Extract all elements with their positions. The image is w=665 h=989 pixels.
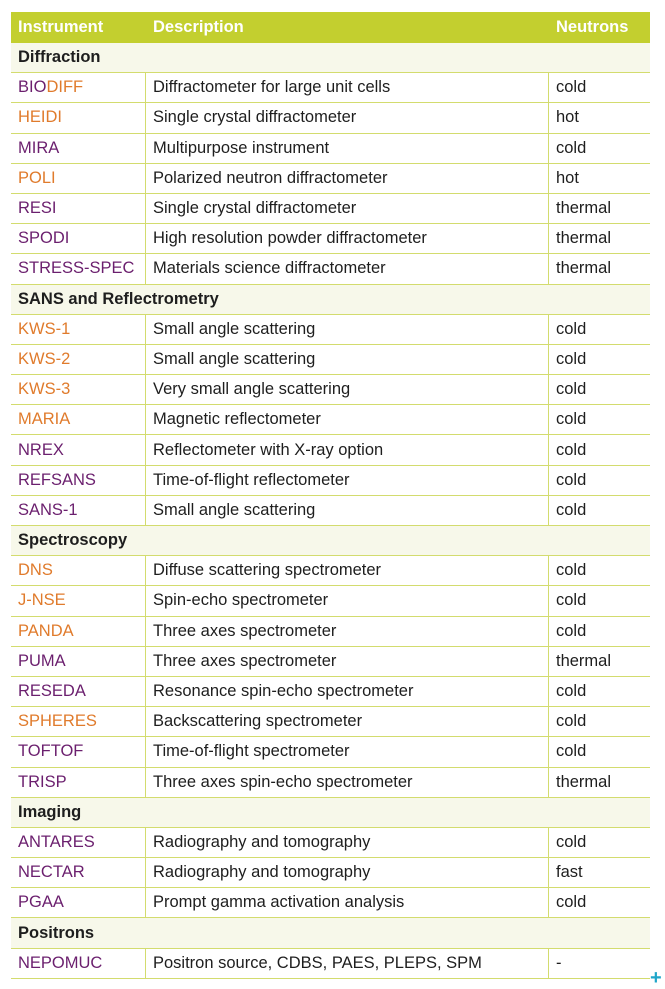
instrument-name-part: NECTAR xyxy=(18,863,85,882)
neutron-type: cold xyxy=(556,349,587,368)
header-instrument: Instrument xyxy=(18,18,104,36)
instrument-name-part: PGAA xyxy=(18,893,64,912)
instrument-name-part: SPODI xyxy=(18,229,70,248)
instrument-description: Radiography and tomography xyxy=(146,858,549,887)
instrument-name xyxy=(11,73,146,102)
table-row xyxy=(11,586,650,616)
instrument-description: Prompt gamma activation analysis xyxy=(146,888,549,917)
section-header: Spectroscopy xyxy=(11,526,650,556)
instrument-table xyxy=(11,12,650,979)
instrument-description: Positron source, CDBS, PAES, PLEPS, SPM xyxy=(146,949,549,978)
table-body xyxy=(11,43,650,979)
neutron-type: cold xyxy=(556,561,587,580)
instrument-name xyxy=(11,737,146,766)
instrument-description: Three axes spectrometer xyxy=(146,617,549,646)
table-row xyxy=(11,405,650,435)
table-row xyxy=(11,707,650,737)
instrument-name xyxy=(11,858,146,887)
instrument-name-part: J-NSE xyxy=(18,591,66,610)
instrument-name-part: DNS xyxy=(18,561,53,580)
instrument-name xyxy=(11,586,146,615)
instrument-description: Time-of-flight spectrometer xyxy=(146,737,549,766)
instrument-name-part: POLI xyxy=(18,168,56,187)
instrument-description: Small angle scattering xyxy=(146,315,549,344)
instrument-description: High resolution powder diffractometer xyxy=(146,224,549,253)
instrument-name-part: MARIA xyxy=(18,410,71,429)
neutron-type: thermal xyxy=(556,651,612,670)
instrument-description: Diffuse scattering spectrometer xyxy=(146,556,549,585)
neutron-type: cold xyxy=(556,832,587,851)
neutron-type: cold xyxy=(556,500,587,519)
table-row xyxy=(11,496,650,526)
instrument-description: Very small angle scattering xyxy=(146,375,549,404)
neutron-type: cold xyxy=(556,380,587,399)
table-row xyxy=(11,254,650,284)
neutron-type: cold xyxy=(556,410,587,429)
instrument-name xyxy=(11,496,146,525)
instrument-name xyxy=(11,405,146,434)
neutron-type: cold xyxy=(556,78,587,97)
table-row xyxy=(11,134,650,164)
table-row xyxy=(11,949,650,979)
instrument-name xyxy=(11,647,146,676)
neutron-type: thermal xyxy=(556,772,612,791)
table-row xyxy=(11,103,650,133)
table-row xyxy=(11,315,650,345)
neutron-type: thermal xyxy=(556,229,612,248)
table-row xyxy=(11,73,650,103)
instrument-name xyxy=(11,707,146,736)
instrument-description: Magnetic reflectometer xyxy=(146,405,549,434)
neutron-type: cold xyxy=(556,742,587,761)
instrument-name xyxy=(11,888,146,917)
table-row xyxy=(11,556,650,586)
instrument-name-part: MIRA xyxy=(18,138,60,157)
table-row xyxy=(11,677,650,707)
neutron-type: hot xyxy=(556,108,579,127)
table-row xyxy=(11,647,650,677)
instrument-description: Time-of-flight reflectometer xyxy=(146,466,549,495)
neutron-type: cold xyxy=(556,621,587,640)
instrument-description: Radiography and tomography xyxy=(146,828,549,857)
instrument-name-part: BIO xyxy=(18,78,47,97)
neutron-type: fast xyxy=(556,863,583,882)
instrument-name xyxy=(11,556,146,585)
table-row xyxy=(11,194,650,224)
instrument-name xyxy=(11,224,146,253)
instrument-name xyxy=(11,435,146,464)
instrument-description: Diffractometer for large unit cells xyxy=(146,73,549,102)
table-row xyxy=(11,828,650,858)
instrument-name-part: REFSANS xyxy=(18,470,96,489)
instrument-name-part: SANS-1 xyxy=(18,500,78,519)
instrument-name xyxy=(11,375,146,404)
instrument-name-part: KWS-1 xyxy=(18,319,71,338)
instrument-description: Resonance spin-echo spectrometer xyxy=(146,677,549,706)
table-row xyxy=(11,375,650,405)
table-header xyxy=(11,12,650,43)
instrument-name xyxy=(11,466,146,495)
instrument-name-part: TRISP xyxy=(18,772,67,791)
neutron-type: thermal xyxy=(556,199,612,218)
instrument-name-part: PUMA xyxy=(18,651,66,670)
plus-icon: + xyxy=(650,967,662,989)
instrument-name-part: ANTARES xyxy=(18,832,95,851)
section-header: Imaging xyxy=(11,798,650,828)
instrument-description: Small angle scattering xyxy=(146,345,549,374)
instrument-name-part: TOFTOF xyxy=(18,742,84,761)
instrument-description: Reflectometer with X-ray option xyxy=(146,435,549,464)
instrument-description: Three axes spin-echo spectrometer xyxy=(146,768,549,797)
instrument-name xyxy=(11,677,146,706)
table-row xyxy=(11,164,650,194)
instrument-name-part: NEPOMUC xyxy=(18,953,103,972)
table-row xyxy=(11,737,650,767)
table-row xyxy=(11,858,650,888)
section-header: Positrons xyxy=(11,918,650,948)
table-row xyxy=(11,888,650,918)
instrument-description: Single crystal diffractometer xyxy=(146,194,549,223)
table-row xyxy=(11,768,650,798)
header-description: Description xyxy=(153,18,244,36)
table-row xyxy=(11,617,650,647)
instrument-description: Multipurpose instrument xyxy=(146,134,549,163)
instrument-name-part: PANDA xyxy=(18,621,74,640)
instrument-name xyxy=(11,164,146,193)
instrument-name-part: RESI xyxy=(18,199,57,218)
instrument-name xyxy=(11,768,146,797)
instrument-description: Backscattering spectrometer xyxy=(146,707,549,736)
neutron-type: cold xyxy=(556,712,587,731)
neutron-type: cold xyxy=(556,440,587,459)
table-row xyxy=(11,345,650,375)
instrument-name-part: KWS-2 xyxy=(18,349,71,368)
instrument-name-part: RESEDA xyxy=(18,682,86,701)
instrument-name-part: STRESS-SPEC xyxy=(18,259,135,278)
instrument-description: Spin-echo spectrometer xyxy=(146,586,549,615)
instrument-name xyxy=(11,194,146,223)
neutron-type: cold xyxy=(556,470,587,489)
neutron-type: cold xyxy=(556,682,587,701)
neutron-type: - xyxy=(556,953,562,972)
instrument-name-part: SPHERES xyxy=(18,712,97,731)
instrument-name xyxy=(11,345,146,374)
neutron-type: hot xyxy=(556,168,579,187)
section-header: Diffraction xyxy=(11,43,650,73)
section-header: SANS and Reflectrometry xyxy=(11,285,650,315)
instrument-description: Small angle scattering xyxy=(146,496,549,525)
table-row xyxy=(11,224,650,254)
instrument-description: Materials science diffractometer xyxy=(146,254,549,283)
table-row xyxy=(11,466,650,496)
instrument-description: Single crystal diffractometer xyxy=(146,103,549,132)
instrument-name xyxy=(11,617,146,646)
neutron-type: cold xyxy=(556,591,587,610)
instrument-name xyxy=(11,949,146,978)
instrument-name-part: DIFF xyxy=(46,78,84,97)
instrument-name-part: NREX xyxy=(18,440,64,459)
instrument-name xyxy=(11,254,146,283)
instrument-description: Three axes spectrometer xyxy=(146,647,549,676)
instrument-name-part: KWS-3 xyxy=(18,380,71,399)
instrument-name xyxy=(11,828,146,857)
instrument-name xyxy=(11,315,146,344)
neutron-type: cold xyxy=(556,893,587,912)
table-row xyxy=(11,435,650,465)
neutron-type: cold xyxy=(556,319,587,338)
instrument-description: Polarized neutron diffractometer xyxy=(146,164,549,193)
instrument-name xyxy=(11,103,146,132)
neutron-type: thermal xyxy=(556,259,612,278)
instrument-name xyxy=(11,134,146,163)
neutron-type: cold xyxy=(556,138,587,157)
header-neutrons: Neutrons xyxy=(556,18,629,36)
instrument-name-part: HEIDI xyxy=(18,108,63,127)
